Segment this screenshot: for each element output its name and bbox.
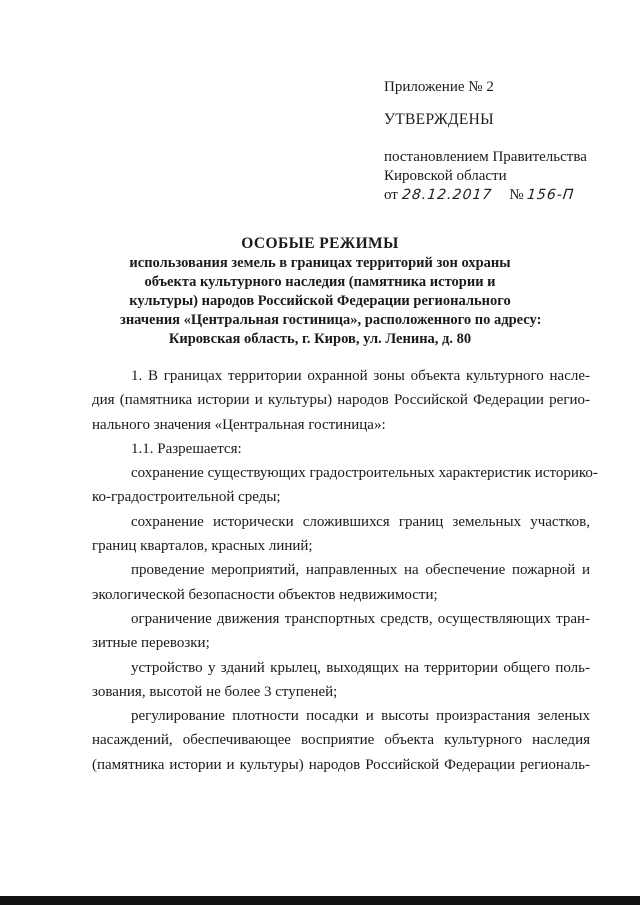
body-line: дия (памятника истории и культуры) народов Российской Федерации регио- — [92, 392, 590, 409]
body-line: зования, высотой не более 3 ступеней; — [92, 683, 338, 700]
decree-date-line — [384, 186, 587, 205]
body-line: 1. В границах территории охранной зоны объекта культурного насле- — [131, 368, 590, 384]
body-line: сохранение существующих градостроительных характеристик историко- — [131, 465, 598, 482]
date-prefix: от — [384, 187, 398, 203]
body-line: ограничение движения транспортных средств, осуществляющих тран- — [131, 610, 590, 627]
body-line: насаждений, обеспечивающее восприятие объекта культурного наследия — [92, 732, 590, 749]
body-line: 1.1. Разрешается: — [131, 440, 242, 457]
body-line: регулирование плотности посадки и высоты произрастания зеленых — [131, 708, 590, 725]
heading-line: объекта культурного наследия (памятника истории и — [144, 274, 496, 290]
body-line: границ кварталов, красных линий; — [92, 538, 313, 555]
handwritten-date: 28.12.2017 — [400, 187, 493, 203]
decree-reference — [384, 148, 587, 205]
decree-line-2: Кировской области — [384, 168, 507, 184]
scan-edge-bar — [0, 896, 640, 905]
body-line: зитные перевозки; — [92, 635, 210, 652]
heading-line: значения «Центральная гостиница», расположенного по адресу: — [120, 312, 542, 328]
appendix-number: Приложение № 2 — [384, 79, 494, 95]
body-line: (памятника истории и культуры) народов Российской Федерации региональ- — [92, 756, 590, 773]
body-line: ко-градостроительной среды; — [92, 489, 281, 506]
heading-line: использования земель в границах территорий зон охраны — [129, 255, 511, 271]
body-line: устройство у зданий крылец, выходящих на территории общего поль- — [131, 659, 590, 676]
heading-line: культуры) народов Российской Федерации регионального — [129, 293, 511, 309]
decree-line-1: постановлением Правительства — [384, 149, 587, 165]
body-line: нального значения «Центральная гостиница»: — [92, 416, 386, 433]
handwritten-number: 156-П — [526, 187, 576, 203]
heading-title: ОСОБЫЕ РЕЖИМЫ — [241, 235, 399, 252]
body-line: сохранение исторически сложившихся границ земельных участков, — [131, 513, 590, 530]
approved-label: УТВЕРЖДЕНЫ — [384, 111, 494, 128]
number-prefix: № — [509, 187, 524, 203]
heading-line: Кировская область, г. Киров, ул. Ленина, д. 80 — [168, 331, 472, 347]
body-line: экологической безопасности объектов недвижимости; — [92, 586, 438, 603]
document-body — [92, 364, 598, 777]
document-heading — [120, 234, 542, 349]
body-line: проведение мероприятий, направленных на обеспечение пожарной и — [131, 562, 590, 579]
